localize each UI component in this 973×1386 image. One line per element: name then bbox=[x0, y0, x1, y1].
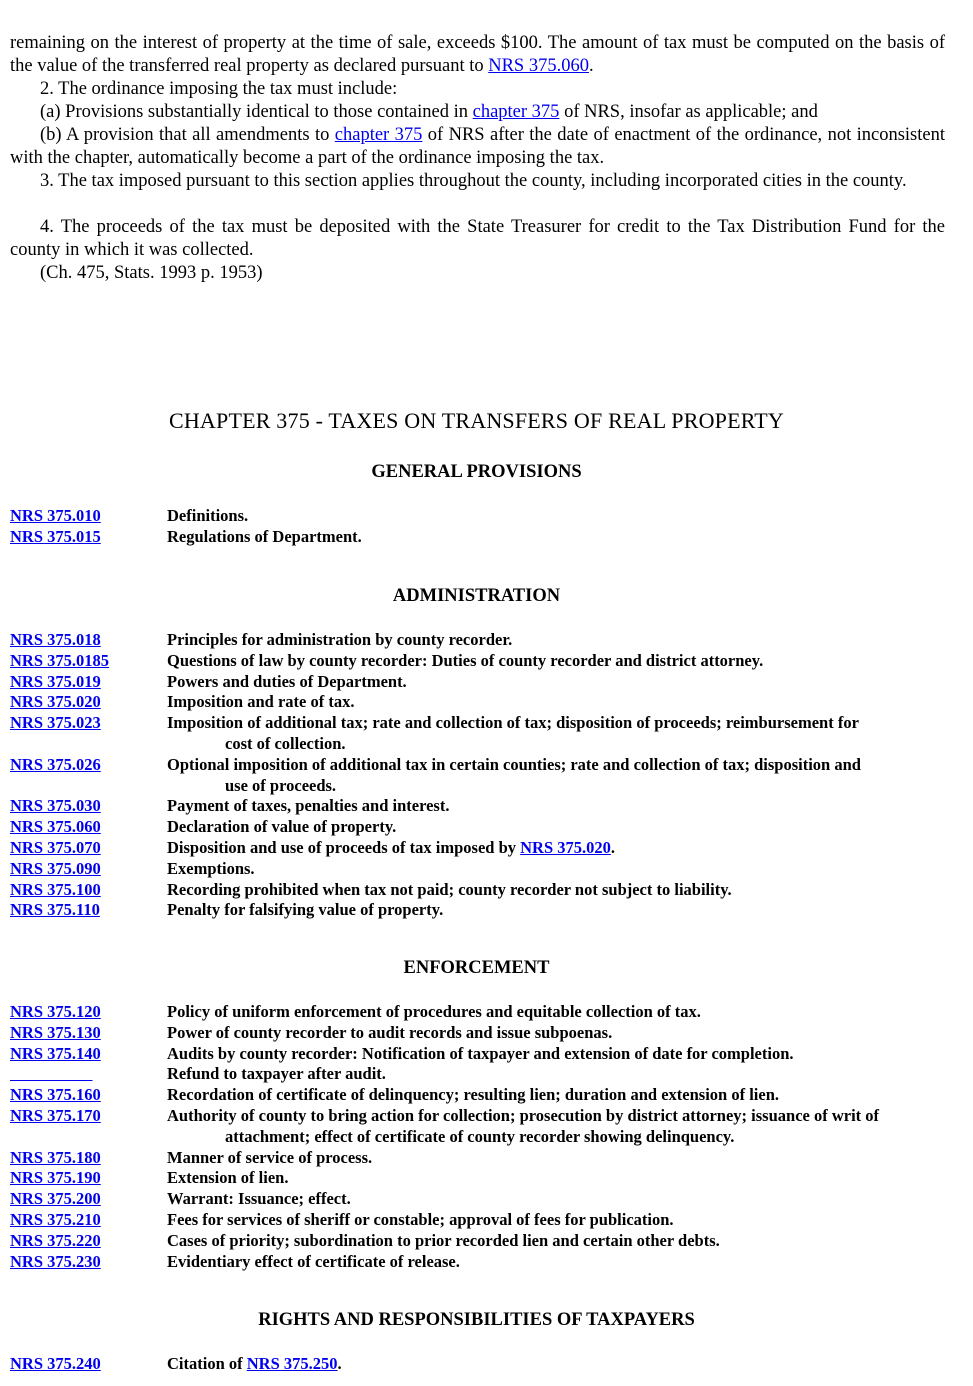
section-title-text: Refund to taxpayer after audit. bbox=[167, 1064, 386, 1084]
toc-row bbox=[10, 1043, 945, 1064]
section-title bbox=[167, 858, 945, 879]
toc-row bbox=[10, 1209, 945, 1230]
toc-row bbox=[10, 691, 945, 712]
section-title-text: Disposition and use of proceeds of tax imposed by bbox=[167, 838, 521, 857]
intro-paragraph-4 bbox=[10, 124, 945, 170]
toc-row bbox=[10, 1251, 945, 1272]
toc-row bbox=[10, 1353, 945, 1374]
section-number-link[interactable]: NRS 375.090 bbox=[10, 858, 101, 878]
section-title bbox=[167, 1063, 945, 1084]
section-title-end: . bbox=[610, 838, 616, 857]
section-title-text: Power of county recorder to audit records and issue subpoenas. bbox=[167, 1022, 613, 1042]
section-title-text: Imposition and rate of tax. bbox=[167, 692, 355, 712]
intro-p3-end: of NRS, insofar as applicable; and bbox=[559, 102, 818, 122]
intro-p1-text: remaining on the interest of property at the time of sale, exceeds $100. The amount of tax must be computed on the basis of the value of the transferred real property as declared pursuant to bbox=[10, 33, 945, 76]
section-title-text: Citation of bbox=[167, 1354, 247, 1373]
section-title-text: Regulations of Department. bbox=[167, 526, 362, 546]
chapter-title: CHAPTER 375 - TAXES ON TRANSFERS OF REAL PROPERTY bbox=[168, 408, 785, 433]
section-title bbox=[167, 526, 945, 547]
section-title-text: Policy of uniform enforcement of procedures and equitable collection of tax. bbox=[167, 1002, 701, 1021]
section-title-text: Extension of lien. bbox=[167, 1168, 289, 1188]
section-title-continuation: attachment; effect of certificate of county recorder showing delinquency. bbox=[225, 1127, 735, 1146]
section-cross-reference-link[interactable]: NRS 375.020 bbox=[520, 838, 611, 857]
section-number-link[interactable]: NRS 375.160 bbox=[10, 1085, 101, 1105]
section-title-text: Powers and duties of Department. bbox=[167, 671, 407, 691]
section-number-link[interactable]: NRS 375.020 bbox=[10, 692, 101, 712]
section-title bbox=[167, 754, 945, 796]
section-number-link[interactable] bbox=[10, 1063, 160, 1084]
intro-p5-text: 3. The tax imposed pursuant to this section applies throughout the county, including incorporated cities in the county. bbox=[40, 171, 907, 191]
section-title bbox=[167, 505, 945, 526]
toc-row bbox=[10, 795, 945, 816]
section-title-text: Definitions. bbox=[167, 506, 249, 525]
section-title bbox=[167, 1188, 945, 1209]
section-title bbox=[167, 1230, 945, 1251]
toc-row bbox=[10, 650, 945, 671]
section-number-link[interactable]: NRS 375.0185 bbox=[10, 650, 110, 670]
toc-row bbox=[10, 1063, 945, 1084]
toc-row bbox=[10, 837, 945, 858]
section-title-text: Payment of taxes, penalties and interest. bbox=[167, 796, 450, 816]
section-number-link[interactable]: NRS 375.130 bbox=[10, 1022, 101, 1042]
intro-p2-text: 2. The ordinance imposing the tax must include: bbox=[40, 79, 398, 99]
section-title-text: Optional imposition of additional tax in certain counties; rate and collection of tax; disposition and bbox=[167, 754, 861, 774]
toc-row bbox=[10, 858, 945, 879]
toc-row bbox=[10, 879, 945, 900]
section-title bbox=[167, 1353, 945, 1374]
section-title-text: Recording prohibited when tax not paid; county recorder not subject to liability. bbox=[167, 879, 732, 899]
section-number-link[interactable]: NRS 375.230 bbox=[10, 1251, 101, 1271]
heading-administration: ADMINISTRATION bbox=[392, 586, 561, 606]
heading-enforcement: ENFORCEMENT bbox=[403, 958, 550, 978]
intro-paragraph-1 bbox=[10, 32, 945, 78]
section-title-text: Fees for services of sheriff or constable; approval of fees for publication. bbox=[167, 1210, 674, 1229]
section-number-link[interactable]: NRS 375.200 bbox=[10, 1189, 101, 1209]
section-number-link[interactable]: NRS 375.018 bbox=[10, 630, 101, 649]
section-number-link[interactable]: NRS 375.120 bbox=[10, 1002, 101, 1021]
intro-paragraph-6 bbox=[10, 216, 945, 262]
section-title-text: Warrant: Issuance; effect. bbox=[167, 1189, 351, 1209]
section-title bbox=[167, 650, 945, 671]
section-number-link[interactable]: NRS 375.010 bbox=[10, 506, 101, 525]
section-title-text: Evidentiary effect of certificate of release. bbox=[167, 1251, 460, 1271]
toc-row bbox=[10, 1167, 945, 1188]
link-chapter-375-amendments[interactable]: chapter 375 bbox=[334, 125, 423, 145]
intro-paragraph-5 bbox=[10, 170, 945, 193]
section-title-text: Recordation of certificate of delinquency; resulting lien; duration and extension of lien. bbox=[167, 1085, 779, 1105]
toc-row bbox=[10, 671, 945, 692]
section-number-link[interactable]: NRS 375.019 bbox=[10, 671, 101, 691]
section-title-text: Audits by county recorder: Notification of taxpayer and extension of date for completion. bbox=[167, 1043, 794, 1063]
toc-row bbox=[10, 754, 945, 796]
intro-paragraph-3 bbox=[10, 101, 945, 124]
heading-general-provisions: GENERAL PROVISIONS bbox=[371, 462, 582, 482]
section-title-end: . bbox=[337, 1354, 342, 1373]
section-cross-reference-link[interactable]: NRS 375.250 bbox=[246, 1354, 338, 1373]
section-number-link[interactable]: NRS 375.220 bbox=[10, 1230, 101, 1250]
toc-row bbox=[10, 1084, 945, 1105]
section-title bbox=[167, 1043, 945, 1064]
section-title bbox=[167, 1105, 945, 1147]
toc-row bbox=[10, 1188, 945, 1209]
toc-row bbox=[10, 899, 945, 920]
section-number-link[interactable]: NRS 375.140 bbox=[10, 1043, 101, 1063]
section-title bbox=[167, 837, 945, 858]
section-number-link[interactable]: NRS 375.023 bbox=[10, 713, 101, 733]
toc-row bbox=[10, 1230, 945, 1251]
section-title-text: Authority of county to bring action for collection; prosecution by district attorney; issuance of writ of bbox=[167, 1106, 880, 1125]
section-title-text: Principles for administration by county recorder. bbox=[167, 630, 513, 649]
section-title-text: Questions of law by county recorder: Duties of county recorder and district attorney. bbox=[167, 650, 764, 670]
intro-p3-text: (a) Provisions substantially identical to those contained in bbox=[40, 102, 473, 122]
section-title-continuation: use of proceeds. bbox=[225, 775, 337, 795]
toc-row bbox=[10, 505, 945, 526]
section-title bbox=[167, 1022, 945, 1043]
section-title bbox=[167, 691, 945, 712]
section-title-continuation: cost of collection. bbox=[225, 734, 346, 754]
intro-p1-end: . bbox=[588, 56, 594, 76]
section-title-text: Manner of service of process. bbox=[167, 1147, 373, 1167]
section-number-link[interactable]: NRS 375.190 bbox=[10, 1168, 101, 1188]
section-title bbox=[167, 1251, 945, 1272]
section-number-link[interactable]: NRS 375.210 bbox=[10, 1210, 101, 1229]
section-number-link[interactable]: NRS 375.070 bbox=[10, 838, 101, 857]
section-title-text: Imposition of additional tax; rate and collection of tax; disposition of proceeds; reimbursement for bbox=[167, 713, 859, 733]
section-title-text: Cases of priority; subordination to prior recorded lien and certain other debts. bbox=[167, 1230, 720, 1250]
section-number-link[interactable]: NRS 375.030 bbox=[10, 796, 101, 816]
toc-row bbox=[10, 1105, 945, 1147]
toc-row bbox=[10, 629, 945, 650]
intro-p6-text: 4. The proceeds of the tax must be deposited with the State Treasurer for credit to the Tax Distribution Fund for the county in which it was collected. bbox=[10, 217, 945, 260]
toc-row bbox=[10, 712, 945, 754]
link-nrs-375-060[interactable]: NRS 375.060 bbox=[488, 56, 589, 76]
section-title bbox=[167, 1209, 945, 1230]
intro-history-note: (Ch. 475, Stats. 1993 p. 1953) bbox=[40, 263, 263, 283]
section-number-link[interactable]: NRS 375.180 bbox=[10, 1147, 101, 1167]
section-title bbox=[167, 629, 945, 650]
section-title bbox=[167, 899, 945, 920]
section-title-text: Declaration of value of property. bbox=[167, 817, 397, 837]
toc-row bbox=[10, 526, 945, 547]
section-title bbox=[167, 879, 945, 900]
toc-row bbox=[10, 1001, 945, 1022]
intro-p4-text: (b) A provision that all amendments to bbox=[40, 125, 335, 145]
section-title-text: Exemptions. bbox=[167, 858, 255, 878]
section-title bbox=[167, 1084, 945, 1105]
intro-paragraph-2 bbox=[10, 78, 945, 101]
section-number-link[interactable]: NRS 375.026 bbox=[10, 754, 101, 774]
heading-rights-responsibilities: RIGHTS AND RESPONSIBILITIES OF TAXPAYERS bbox=[258, 1310, 695, 1330]
section-title bbox=[167, 1001, 945, 1022]
toc-row bbox=[10, 816, 945, 837]
section-title bbox=[167, 795, 945, 816]
section-number-link[interactable]: NRS 375.100 bbox=[10, 879, 101, 899]
section-title bbox=[167, 1167, 945, 1188]
section-number-link[interactable]: NRS 375.015 bbox=[10, 526, 101, 546]
section-title bbox=[167, 671, 945, 692]
section-title bbox=[167, 712, 945, 754]
section-title bbox=[167, 1147, 945, 1168]
section-number-link[interactable]: NRS 375.240 bbox=[10, 1354, 101, 1373]
intro-p4-end: of NRS after the date of enactment of the ordinance, not inconsistent with the chapter, automatically become a part of the ordinance imposing the tax. bbox=[10, 125, 945, 168]
toc-row bbox=[10, 1022, 945, 1043]
section-number-link[interactable]: NRS 375.170 bbox=[10, 1106, 101, 1125]
section-title bbox=[167, 816, 945, 837]
section-number-link[interactable]: NRS 375.110 bbox=[10, 900, 100, 920]
section-number-link[interactable]: NRS 375.060 bbox=[10, 817, 101, 837]
link-chapter-375[interactable]: chapter 375 bbox=[472, 102, 560, 122]
toc-row bbox=[10, 1147, 945, 1168]
section-title-text: Penalty for falsifying value of property. bbox=[167, 900, 444, 920]
intro-paragraph-7 bbox=[10, 262, 945, 285]
